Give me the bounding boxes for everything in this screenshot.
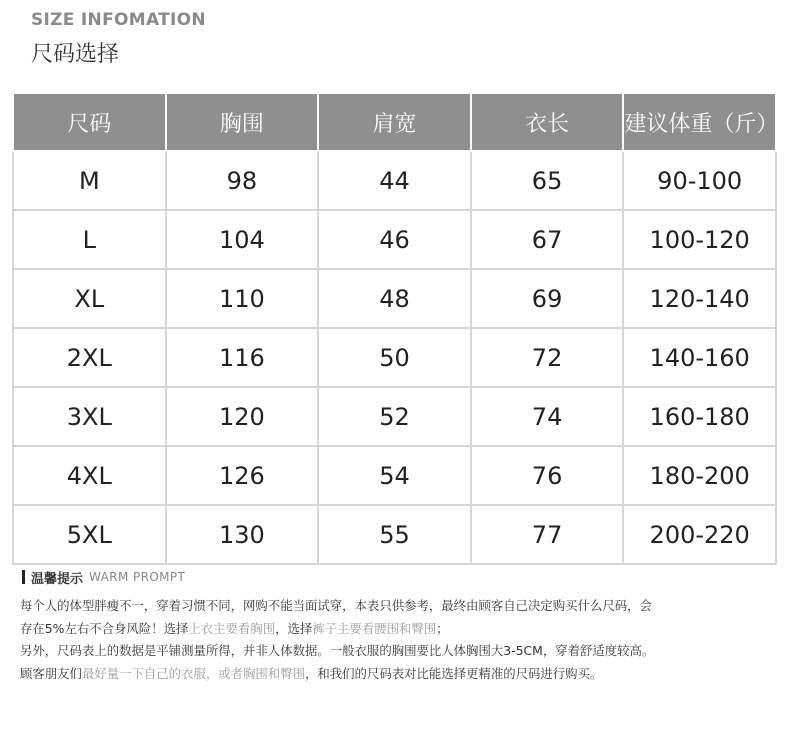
cell-length: 76 (471, 446, 624, 505)
table-row (13, 210, 776, 269)
cell-length: 69 (471, 269, 624, 328)
cell-weight: 100-120 (623, 210, 776, 269)
cell-length: 72 (471, 328, 624, 387)
header-size: 尺码 (13, 93, 166, 151)
prompt-highlight-measure: 最好量一下自己的衣服，或者胸围和臀围 (81, 665, 305, 681)
table-row (13, 269, 776, 328)
cell-chest: 98 (166, 151, 319, 210)
cell-shoulder: 46 (318, 210, 471, 269)
table-row (13, 151, 776, 210)
prompt-text: ； (436, 620, 449, 636)
prompt-text: ，和我们的尺码表对比能选择更精准的尺码进行购买。 (304, 665, 603, 681)
cell-size: 4XL (13, 446, 166, 505)
cell-size: 3XL (13, 387, 166, 446)
cell-length: 65 (471, 151, 624, 210)
cell-chest: 116 (166, 328, 319, 387)
cell-shoulder: 55 (318, 505, 471, 564)
heading-bar-marker (22, 570, 25, 584)
table-header-row (13, 93, 776, 151)
prompt-line: 另外，尺码表上的数据是平铺测量所得，并非人体数据。一般衣服的胸围要比人体胸围大3-5CM，穿着舒适度较高。 (20, 643, 655, 658)
table-row (13, 328, 776, 387)
header-length: 衣长 (471, 93, 624, 151)
header-weight: 建议体重（斤） (623, 93, 776, 151)
cell-weight: 120-140 (623, 269, 776, 328)
table-row (13, 387, 776, 446)
cell-weight: 200-220 (623, 505, 776, 564)
header-shoulder: 肩宽 (318, 93, 471, 151)
table-row (13, 505, 776, 564)
cell-size: XL (13, 269, 166, 328)
table-row (13, 446, 776, 505)
prompt-text: 顾客朋友们 (20, 665, 82, 681)
prompt-line (20, 618, 780, 641)
cell-weight: 180-200 (623, 446, 776, 505)
size-table (12, 92, 777, 565)
cell-size: 5XL (13, 505, 166, 564)
cell-length: 67 (471, 210, 624, 269)
prompt-text: 存在5%左右不合身风险！选择 (20, 620, 189, 636)
cell-weight: 90-100 (623, 151, 776, 210)
cell-size: L (13, 210, 166, 269)
cell-shoulder: 54 (318, 446, 471, 505)
header-chest: 胸围 (166, 93, 319, 151)
cell-size: M (13, 151, 166, 210)
cell-weight: 140-160 (623, 328, 776, 387)
prompt-highlight-pants: 裤子主要看腰围和臀围 (312, 620, 437, 636)
cell-chest: 104 (166, 210, 319, 269)
cell-shoulder: 52 (318, 387, 471, 446)
warm-prompt-text (20, 595, 780, 685)
prompt-highlight-top: 上衣主要看胸围 (188, 620, 276, 636)
cell-chest: 130 (166, 505, 319, 564)
cell-shoulder: 48 (318, 269, 471, 328)
warm-prompt-title-en: WARM PROMPT (89, 570, 186, 584)
cell-length: 77 (471, 505, 624, 564)
cell-weight: 160-180 (623, 387, 776, 446)
warm-prompt-heading (22, 568, 185, 586)
section-title-zh: 尺码选择 (31, 42, 120, 67)
warm-prompt-title-zh: 温馨提示 (31, 571, 84, 587)
cell-chest: 120 (166, 387, 319, 446)
prompt-text: ，选择 (275, 620, 313, 636)
cell-chest: 126 (166, 446, 319, 505)
cell-shoulder: 44 (318, 151, 471, 210)
cell-shoulder: 50 (318, 328, 471, 387)
cell-size: 2XL (13, 328, 166, 387)
section-title-en: SIZE INFOMATION (31, 10, 206, 30)
prompt-line (20, 663, 780, 686)
cell-length: 74 (471, 387, 624, 446)
cell-chest: 110 (166, 269, 319, 328)
prompt-line: 每个人的体型胖瘦不一，穿着习惯不同，网购不能当面试穿，本表只供参考，最终由顾客自己决定购买什么尺码，会 (20, 598, 652, 613)
